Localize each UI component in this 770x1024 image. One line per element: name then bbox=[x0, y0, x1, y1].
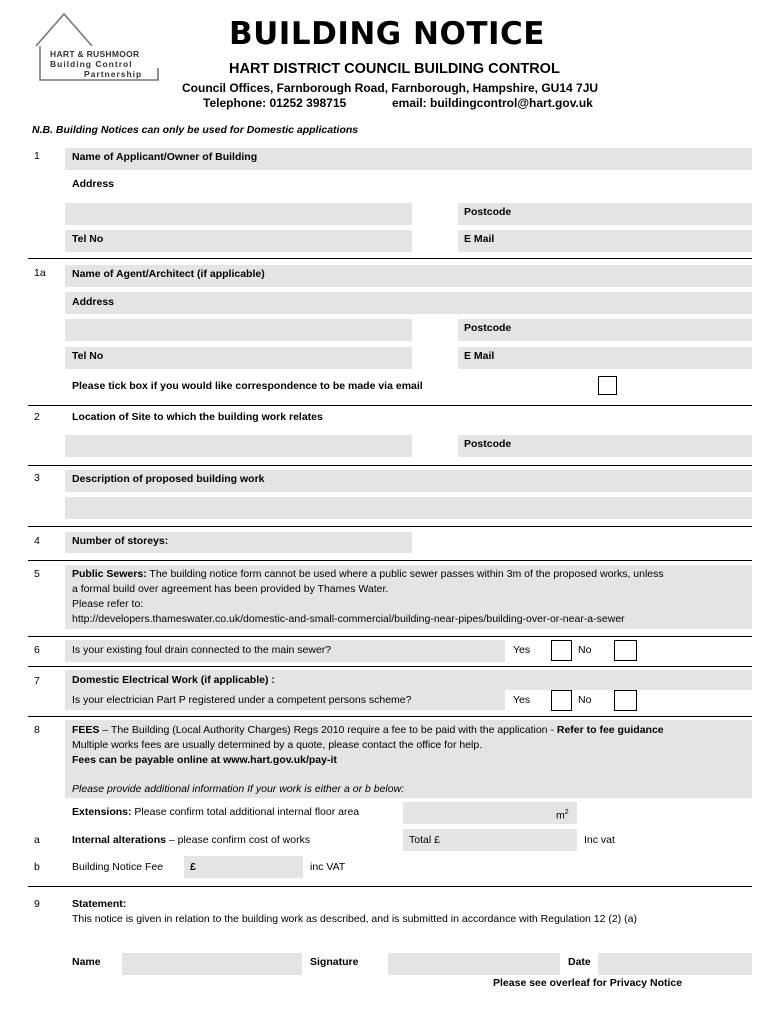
internal-alterations-text: – please confirm cost of works bbox=[165, 834, 311, 846]
additional-info-text: Please provide additional information If your work is either a or b below: bbox=[72, 783, 405, 795]
agent-name-label: Name of Agent/Architect (if applicable) bbox=[72, 268, 265, 280]
section-number: 2 bbox=[34, 411, 40, 423]
electrical-heading: Domestic Electrical Work (if applicable) : bbox=[72, 674, 275, 686]
divider bbox=[28, 886, 752, 887]
agent-tel-label: Tel No bbox=[72, 350, 104, 362]
fee-inc-vat-label: inc VAT bbox=[310, 861, 346, 873]
site-postcode-label: Postcode bbox=[464, 438, 512, 450]
extensions-label bbox=[72, 806, 359, 819]
divider bbox=[28, 405, 752, 406]
date-field[interactable] bbox=[598, 953, 752, 975]
divider bbox=[28, 526, 752, 527]
name-field[interactable] bbox=[122, 953, 302, 975]
site-location-field[interactable] bbox=[65, 435, 412, 457]
public-sewers-line-2: a formal build over agreement has been provided by Thames Water. bbox=[72, 583, 389, 595]
public-sewers-line-1 bbox=[72, 568, 664, 581]
public-sewers-line-3: Please refer to: bbox=[72, 598, 144, 610]
applicant-email-field[interactable] bbox=[458, 230, 752, 252]
foul-drain-question: Is your existing foul drain connected to the main sewer? bbox=[72, 644, 332, 656]
unit-exponent: 2 bbox=[564, 809, 569, 816]
signature-label: Signature bbox=[310, 956, 359, 968]
unit-m: m bbox=[556, 809, 565, 822]
section-number: 1 bbox=[34, 150, 40, 162]
electrical-yes-checkbox[interactable] bbox=[551, 690, 572, 711]
electrical-yes-label: Yes bbox=[513, 694, 531, 706]
storeys-label: Number of storeys: bbox=[72, 535, 169, 547]
section-number: 4 bbox=[34, 535, 40, 547]
fees-text: – The Building (Local Authority Charges) Regs 2010 require a fee to be paid with the application - bbox=[99, 724, 557, 736]
applicant-postcode-label: Postcode bbox=[464, 206, 512, 218]
section-number: 7 bbox=[34, 675, 40, 687]
internal-alterations-label bbox=[72, 834, 310, 847]
logo-line-2: Building Control bbox=[50, 59, 133, 69]
statement-heading: Statement: bbox=[72, 898, 127, 910]
section-number: 8 bbox=[34, 724, 40, 736]
page-subtitle: HART DISTRICT COUNCIL BUILDING CONTROL bbox=[229, 61, 560, 77]
public-sewers-heading: Public Sewers: bbox=[72, 568, 147, 580]
section-number: 3 bbox=[34, 472, 40, 484]
floor-area-unit bbox=[556, 806, 569, 823]
agent-address-field-2[interactable] bbox=[65, 319, 412, 341]
agent-email-label: E Mail bbox=[464, 350, 495, 362]
building-notice-fee-field[interactable] bbox=[184, 856, 303, 878]
divider bbox=[28, 666, 752, 667]
agent-address-field-1[interactable] bbox=[65, 292, 752, 314]
applicant-tel-field[interactable] bbox=[65, 230, 412, 252]
council-address: Council Offices, Farnborough Road, Farnborough, Hampshire, GU14 7JU bbox=[182, 81, 599, 95]
electrical-question: Is your electrician Part P registered under a competent persons scheme? bbox=[72, 694, 412, 706]
applicant-address-label: Address bbox=[72, 178, 115, 190]
agent-tel-field[interactable] bbox=[65, 347, 412, 369]
foul-drain-yes-checkbox[interactable] bbox=[551, 640, 572, 661]
foul-drain-no-label: No bbox=[578, 644, 592, 656]
fee-currency: £ bbox=[190, 861, 196, 873]
email-contact: email: buildingcontrol@hart.gov.uk bbox=[392, 96, 593, 110]
name-label: Name bbox=[72, 956, 101, 968]
date-label: Date bbox=[568, 956, 591, 968]
extensions-text: Please confirm total additional internal floor area bbox=[131, 806, 360, 818]
foul-drain-no-checkbox[interactable] bbox=[614, 640, 637, 661]
section-number: 9 bbox=[34, 898, 40, 910]
privacy-notice-footer: Please see overleaf for Privacy Notice bbox=[493, 977, 683, 989]
inc-vat-label: Inc vat bbox=[584, 834, 615, 846]
divider bbox=[28, 465, 752, 466]
applicant-name-label: Name of Applicant/Owner of Building bbox=[72, 151, 258, 163]
statement-text: This notice is given in relation to the building work as described, and is submitted in accordance with Regulation 12 (2) (a) bbox=[72, 913, 637, 925]
email-correspondence-checkbox[interactable] bbox=[598, 376, 617, 395]
divider bbox=[28, 716, 752, 717]
pay-online-text: Fees can be payable online at www.hart.gov.uk/pay-it bbox=[72, 754, 337, 766]
page-title: BUILDING NOTICE bbox=[229, 16, 545, 52]
total-label: Total £ bbox=[409, 834, 440, 846]
fees-line-1 bbox=[72, 724, 664, 737]
hart-rushmoor-logo bbox=[34, 10, 164, 82]
agent-postcode-label: Postcode bbox=[464, 322, 512, 334]
agent-address-label: Address bbox=[72, 296, 115, 308]
work-description-label: Description of proposed building work bbox=[72, 473, 265, 485]
domestic-note: N.B. Building Notices can only be used for Domestic applications bbox=[32, 124, 359, 136]
floor-area-field[interactable] bbox=[403, 802, 577, 824]
applicant-tel-label: Tel No bbox=[72, 233, 104, 245]
work-description-field-2[interactable] bbox=[65, 497, 752, 519]
applicant-address-field[interactable] bbox=[65, 203, 412, 225]
site-location-label: Location of Site to which the building work relates bbox=[72, 411, 323, 423]
electrical-no-label: No bbox=[578, 694, 592, 706]
fee-guidance-link[interactable]: Refer to fee guidance bbox=[556, 724, 664, 736]
section-number: 1a bbox=[34, 267, 46, 279]
section-number: 6 bbox=[34, 644, 40, 656]
divider bbox=[28, 560, 752, 561]
thames-water-link[interactable]: http://developers.thameswater.co.uk/domestic-and-small-commercial/building-near-pipes/building-over-or-near-a-sewer bbox=[72, 613, 625, 625]
divider bbox=[28, 636, 752, 637]
fees-heading: FEES bbox=[72, 724, 100, 736]
agent-email-field[interactable] bbox=[458, 347, 752, 369]
logo-line-1: HART & RUSHMOOR bbox=[50, 49, 140, 59]
option-a-letter: a bbox=[34, 834, 40, 846]
option-b-letter: b bbox=[34, 861, 40, 873]
applicant-email-label: E Mail bbox=[464, 233, 495, 245]
internal-alterations-heading: Internal alterations bbox=[72, 834, 166, 846]
foul-drain-yes-label: Yes bbox=[513, 644, 531, 656]
email-correspondence-label: Please tick box if you would like correspondence to be made via email bbox=[72, 380, 423, 392]
logo-line-3: Partnership bbox=[84, 69, 143, 79]
signature-field[interactable] bbox=[388, 953, 560, 975]
building-notice-fee-label: Building Notice Fee bbox=[72, 861, 164, 873]
divider bbox=[28, 258, 752, 259]
extensions-heading: Extensions: bbox=[72, 806, 132, 818]
fees-line-2: Multiple works fees are usually determined by a quote, please contact the office for help. bbox=[72, 739, 483, 751]
public-sewers-text: The building notice form cannot be used where a public sewer passes within 3m of the proposed works, unless bbox=[146, 568, 664, 580]
section-number: 5 bbox=[34, 568, 40, 580]
electrical-no-checkbox[interactable] bbox=[614, 690, 637, 711]
telephone: Telephone: 01252 398715 bbox=[203, 96, 347, 110]
